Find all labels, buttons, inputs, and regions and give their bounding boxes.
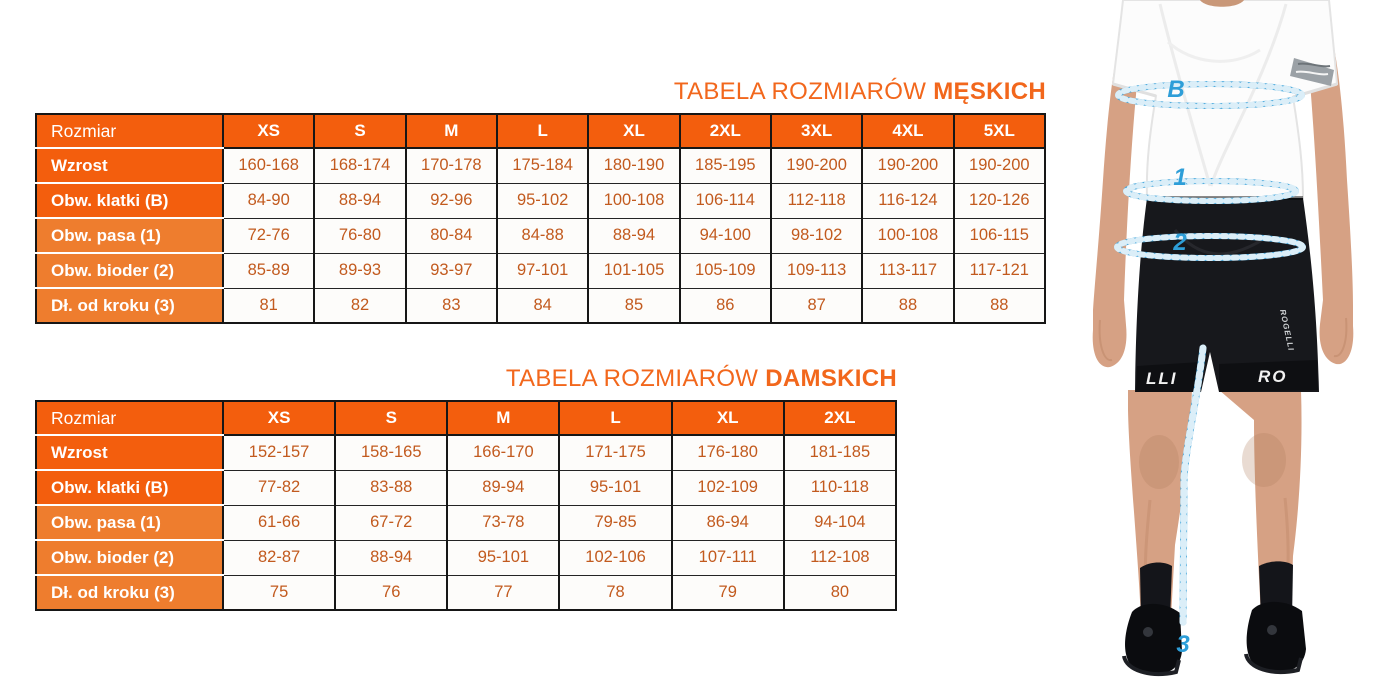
thigh-brand-text: ROGELLI — [1278, 308, 1296, 353]
size-cell: 158-165 — [335, 435, 447, 470]
size-column-title: Rozmiar — [36, 401, 223, 435]
size-table-header-row — [36, 401, 896, 435]
table-row — [36, 540, 896, 575]
cyclist-mannequin-illustration — [1080, 0, 1377, 690]
size-col-header: 3XL — [771, 114, 862, 148]
size-cell: 88-94 — [335, 540, 447, 575]
size-cell: 152-157 — [223, 435, 335, 470]
size-col-header: L — [559, 401, 671, 435]
size-cell: 93-97 — [406, 253, 497, 288]
size-cell: 110-118 — [784, 470, 896, 505]
row-label: Obw. pasa (1) — [36, 218, 223, 253]
size-cell: 94-100 — [680, 218, 771, 253]
size-cell: 79 — [672, 575, 784, 610]
table-row — [36, 470, 896, 505]
size-cell: 170-178 — [406, 148, 497, 183]
size-cell: 79-85 — [559, 505, 671, 540]
size-cell: 77-82 — [223, 470, 335, 505]
size-cell: 89-93 — [314, 253, 405, 288]
size-col-header: XS — [223, 114, 314, 148]
men-table-title-bold: MĘSKICH — [933, 78, 1046, 105]
table-row — [36, 575, 896, 610]
size-cell: 180-190 — [588, 148, 679, 183]
size-cell: 100-108 — [588, 183, 679, 218]
left-knee-shading — [1139, 435, 1179, 489]
size-cell: 80 — [784, 575, 896, 610]
size-cell: 77 — [447, 575, 559, 610]
size-cell: 107-111 — [672, 540, 784, 575]
women-size-table — [35, 400, 897, 611]
black-bib-shorts — [1135, 198, 1319, 392]
row-label: Obw. bioder (2) — [36, 253, 223, 288]
size-cell: 82 — [314, 288, 405, 323]
table-row — [36, 183, 1045, 218]
size-col-header: M — [406, 114, 497, 148]
size-cell: 109-113 — [771, 253, 862, 288]
size-cell: 88-94 — [314, 183, 405, 218]
right-knee-shading — [1242, 433, 1286, 487]
size-cell: 75 — [223, 575, 335, 610]
size-cell: 87 — [771, 288, 862, 323]
size-col-header: 2XL — [680, 114, 771, 148]
size-cell: 78 — [559, 575, 671, 610]
size-cell: 102-106 — [559, 540, 671, 575]
size-cell: 102-109 — [672, 470, 784, 505]
women-table-title-regular: TABELA ROZMIARÓW — [505, 365, 759, 392]
row-label: Obw. klatki (B) — [36, 470, 223, 505]
size-cell: 81 — [223, 288, 314, 323]
table-row — [36, 218, 1045, 253]
table-row — [36, 253, 1045, 288]
size-cell: 176-180 — [672, 435, 784, 470]
table-row — [36, 505, 896, 540]
size-cell: 73-78 — [447, 505, 559, 540]
size-cell: 168-174 — [314, 148, 405, 183]
size-cell: 181-185 — [784, 435, 896, 470]
row-label: Dł. od kroku (3) — [36, 288, 223, 323]
size-cell: 113-117 — [862, 253, 953, 288]
row-label: Obw. bioder (2) — [36, 540, 223, 575]
size-cell: 100-108 — [862, 218, 953, 253]
row-label: Wzrost — [36, 148, 223, 183]
size-cell: 86-94 — [672, 505, 784, 540]
inseam-label: 3 — [1176, 631, 1190, 658]
table-row — [36, 148, 1045, 183]
size-table-header-row — [36, 114, 1045, 148]
size-col-header: 4XL — [862, 114, 953, 148]
table-row — [36, 435, 896, 470]
cycling-shoes — [1124, 602, 1306, 675]
size-cell: 67-72 — [335, 505, 447, 540]
size-cell: 84-88 — [497, 218, 588, 253]
size-cell: 76 — [335, 575, 447, 610]
size-cell: 166-170 — [447, 435, 559, 470]
size-cell: 112-108 — [784, 540, 896, 575]
size-col-header: XL — [672, 401, 784, 435]
row-label: Dł. od kroku (3) — [36, 575, 223, 610]
size-cell: 175-184 — [497, 148, 588, 183]
size-cell: 83-88 — [335, 470, 447, 505]
size-cell: 190-200 — [771, 148, 862, 183]
size-cell: 86 — [680, 288, 771, 323]
size-cell: 82-87 — [223, 540, 335, 575]
size-col-header: S — [314, 114, 405, 148]
women-table-title — [35, 366, 897, 392]
size-cell: 185-195 — [680, 148, 771, 183]
size-col-header: S — [335, 401, 447, 435]
left-shoe-dial — [1143, 627, 1153, 637]
row-label: Obw. pasa (1) — [36, 505, 223, 540]
men-table-title-regular: TABELA ROZMIARÓW — [673, 78, 927, 105]
size-cell: 106-115 — [954, 218, 1045, 253]
size-cell: 92-96 — [406, 183, 497, 218]
right-band-brand-text: RO — [1258, 367, 1288, 386]
size-cell: 97-101 — [497, 253, 588, 288]
size-cell: 171-175 — [559, 435, 671, 470]
size-cell: 101-105 — [588, 253, 679, 288]
size-cell: 160-168 — [223, 148, 314, 183]
size-cell: 95-101 — [559, 470, 671, 505]
size-cell: 85 — [588, 288, 679, 323]
size-cell: 117-121 — [954, 253, 1045, 288]
men-size-table — [35, 113, 1046, 324]
waist-label: 1 — [1173, 164, 1187, 191]
size-cell: 95-101 — [447, 540, 559, 575]
size-cell: 85-89 — [223, 253, 314, 288]
size-cell: 116-124 — [862, 183, 953, 218]
size-cell: 84-90 — [223, 183, 314, 218]
chest-label: B — [1167, 76, 1185, 103]
size-cell: 190-200 — [862, 148, 953, 183]
white-jersey — [1113, 0, 1337, 198]
size-cell: 120-126 — [954, 183, 1045, 218]
size-cell: 98-102 — [771, 218, 862, 253]
size-cell: 88-94 — [588, 218, 679, 253]
size-cell: 84 — [497, 288, 588, 323]
women-table-title-bold: DAMSKICH — [765, 365, 897, 392]
size-cell: 106-114 — [680, 183, 771, 218]
size-cell: 190-200 — [954, 148, 1045, 183]
size-cell: 95-102 — [497, 183, 588, 218]
size-cell: 83 — [406, 288, 497, 323]
size-col-header: XS — [223, 401, 335, 435]
size-cell: 72-76 — [223, 218, 314, 253]
table-row — [36, 288, 1045, 323]
hips-label: 2 — [1173, 229, 1187, 256]
size-col-header: M — [447, 401, 559, 435]
measurement-figure — [1080, 0, 1377, 690]
size-cell: 88 — [862, 288, 953, 323]
size-col-header: 2XL — [784, 401, 896, 435]
right-shoe-dial — [1267, 625, 1277, 635]
size-column-title: Rozmiar — [36, 114, 223, 148]
left-band-brand-text: LLI — [1146, 369, 1178, 388]
size-cell: 61-66 — [223, 505, 335, 540]
size-cell: 80-84 — [406, 218, 497, 253]
size-cell: 94-104 — [784, 505, 896, 540]
size-cell: 89-94 — [447, 470, 559, 505]
size-cell: 112-118 — [771, 183, 862, 218]
size-cell: 88 — [954, 288, 1045, 323]
men-table-title — [35, 79, 1046, 105]
size-col-header: L — [497, 114, 588, 148]
row-label: Wzrost — [36, 435, 223, 470]
size-col-header: 5XL — [954, 114, 1045, 148]
row-label: Obw. klatki (B) — [36, 183, 223, 218]
size-cell: 105-109 — [680, 253, 771, 288]
size-cell: 76-80 — [314, 218, 405, 253]
size-col-header: XL — [588, 114, 679, 148]
